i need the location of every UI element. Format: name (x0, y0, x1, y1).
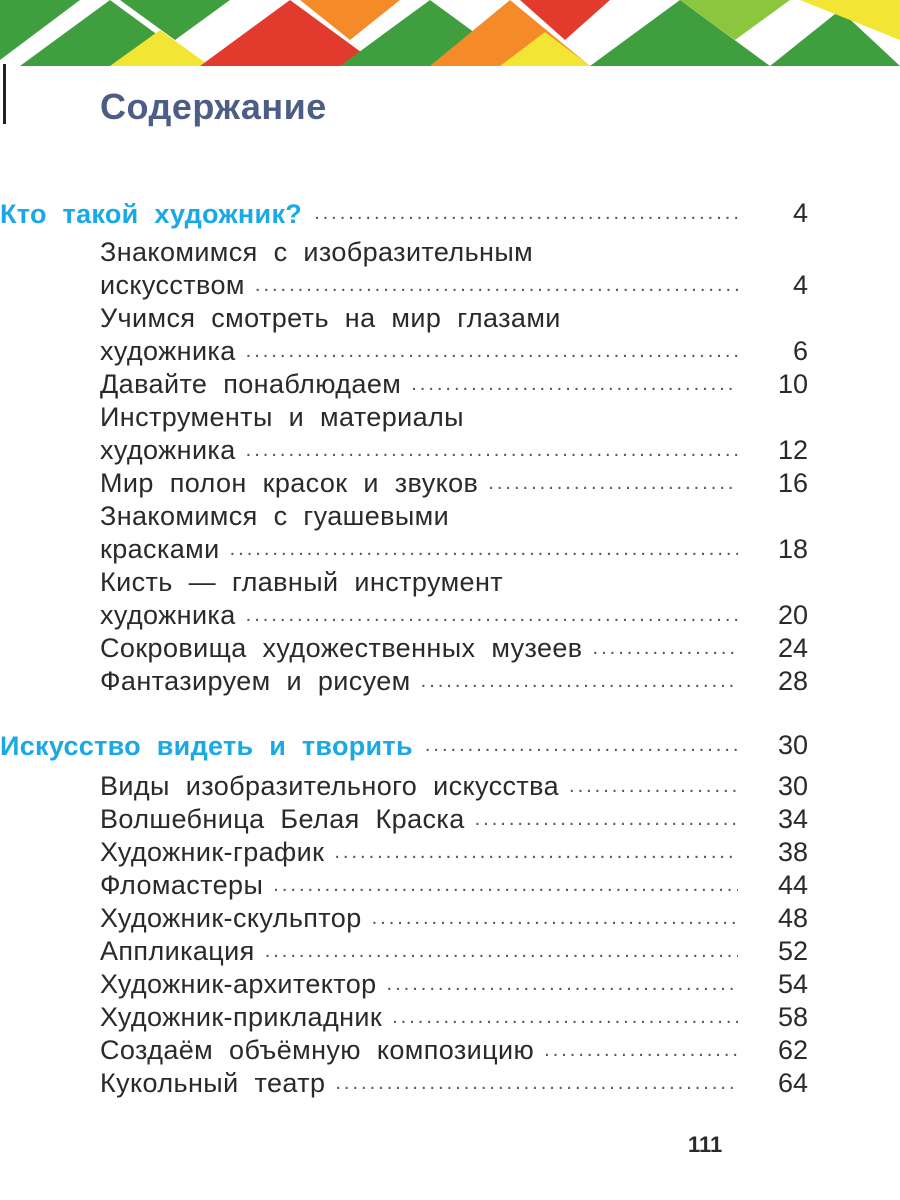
entry-title: Фломастеры (100, 870, 264, 900)
entry-title: Аппликация (100, 936, 255, 966)
section-page-number: 4 (792, 198, 808, 228)
toc-entry[interactable] (100, 968, 808, 1001)
toc-entry[interactable] (100, 869, 808, 902)
entry-title-line: Кисть — главный инструмент (100, 567, 504, 597)
toc-entry[interactable] (100, 1001, 808, 1034)
toc-entry[interactable] (100, 467, 808, 500)
entry-title: Сокровища художественных музеев (100, 633, 583, 663)
entry-title: художника (100, 435, 236, 465)
dot-leader (246, 434, 738, 467)
entry-page-number: 52 (777, 936, 808, 966)
toc-entry[interactable] (100, 770, 808, 803)
toc-entry[interactable] (100, 500, 808, 566)
entry-page-number: 6 (792, 336, 808, 366)
entry-page-number: 48 (777, 903, 808, 933)
entry-page-number: 24 (777, 633, 808, 663)
toc-section-2-heading[interactable] (0, 722, 808, 762)
entry-title: Мир полон красок и звуков (100, 468, 479, 498)
entry-page-number: 30 (777, 771, 808, 801)
entry-page-number: 10 (777, 369, 808, 399)
page-number: 111 (688, 1132, 723, 1157)
section-title: Кто такой художник? (0, 199, 303, 229)
entry-title: Виды изобразительного искусства (100, 771, 560, 801)
entry-page-number: 4 (792, 270, 808, 300)
dot-leader (246, 599, 738, 632)
dot-leader (314, 197, 738, 230)
dot-leader (475, 803, 738, 836)
section-title: Искусство видеть и творить (0, 731, 413, 761)
entry-title-line: Учимся смотреть на мир глазами (100, 303, 561, 333)
entry-page-number: 58 (777, 1002, 808, 1032)
dot-leader (421, 665, 738, 698)
entry-title: Создаём объёмную композицию (100, 1035, 535, 1065)
toc-entry[interactable] (100, 236, 808, 302)
dot-leader (273, 869, 738, 902)
toc-entry[interactable] (100, 902, 808, 935)
entry-title: Волшебница Белая Краска (100, 804, 465, 834)
dot-leader (392, 1001, 738, 1034)
toc-section-1-heading[interactable] (0, 190, 808, 230)
decorative-banner (0, 0, 900, 66)
entry-title: художника (100, 336, 236, 366)
page-title: Содержание (100, 86, 327, 127)
toc-entry[interactable] (100, 401, 808, 467)
entry-page-number: 54 (777, 969, 808, 999)
entry-title: художника (100, 600, 236, 630)
dot-leader (425, 729, 738, 762)
dot-leader (246, 335, 738, 368)
dot-leader (255, 269, 738, 302)
entry-title-line: Знакомимся с изобразительным (100, 237, 534, 267)
entry-title: Давайте понаблюдаем (100, 369, 402, 399)
dot-leader (230, 533, 738, 566)
entry-title: Художник-скульптор (100, 903, 362, 933)
entry-page-number: 28 (777, 666, 808, 696)
dot-leader (372, 902, 738, 935)
toc-entry[interactable] (100, 1034, 808, 1067)
entry-title: Художник-прикладник (100, 1002, 383, 1032)
entry-page-number: 16 (777, 468, 808, 498)
section-page-number: 30 (777, 730, 808, 760)
entry-title: Художник-архитектор (100, 969, 377, 999)
entry-title: Фантазируем и рисуем (100, 666, 411, 696)
entry-page-number: 64 (777, 1068, 808, 1098)
dot-leader (411, 368, 738, 401)
entry-page-number: 38 (777, 837, 808, 867)
entry-page-number: 20 (777, 600, 808, 630)
dot-leader (335, 1067, 738, 1100)
dot-leader (488, 467, 738, 500)
toc-entry[interactable] (100, 803, 808, 836)
toc-entry[interactable] (100, 302, 808, 368)
toc-entry[interactable] (100, 632, 808, 665)
toc-entry[interactable] (100, 566, 808, 632)
dot-leader (544, 1034, 738, 1067)
entry-title-line: Инструменты и материалы (100, 402, 464, 432)
entry-page-number: 44 (777, 870, 808, 900)
dot-leader (265, 935, 738, 968)
dot-leader (334, 836, 738, 869)
entry-page-number: 18 (777, 534, 808, 564)
toc-entry[interactable] (100, 935, 808, 968)
entry-page-number: 12 (777, 435, 808, 465)
entry-page-number: 34 (777, 804, 808, 834)
dot-leader (569, 770, 738, 803)
dot-leader (387, 968, 738, 1001)
entry-title: красками (100, 534, 220, 564)
entry-page-number: 62 (777, 1035, 808, 1065)
entry-title: Художник-график (100, 837, 325, 867)
entry-title: искусством (100, 270, 245, 300)
entry-title: Кукольный театр (100, 1068, 326, 1098)
left-margin-rule (3, 64, 6, 124)
entry-title-line: Знакомимся с гуашевыми (100, 501, 450, 531)
toc-entry[interactable] (100, 836, 808, 869)
toc-entry[interactable] (100, 368, 808, 401)
toc-entry[interactable] (100, 665, 808, 698)
toc-entry[interactable] (100, 1067, 808, 1100)
dot-leader (593, 632, 738, 665)
